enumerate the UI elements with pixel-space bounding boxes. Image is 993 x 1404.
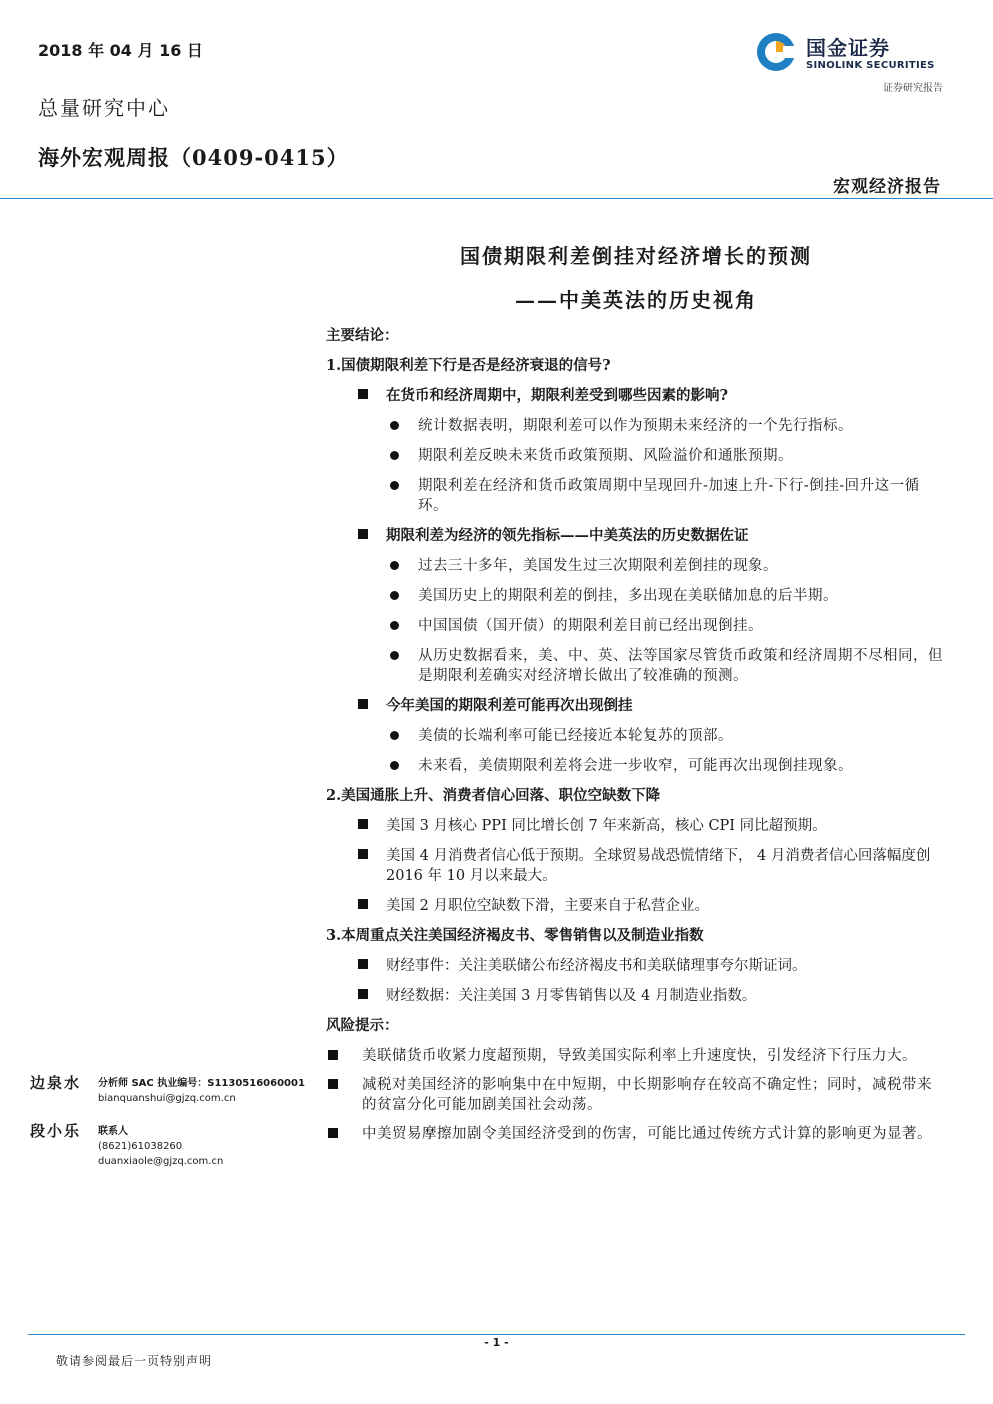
square-bullet-icon [358,529,368,539]
list-item [326,696,946,716]
dot-bullet-icon [390,561,399,570]
dot-bullet-icon [390,731,399,740]
item-text: 美国 4 月消费者信心低于预期。全球贸易战恐慌情绪下， 4 月消费者信心回落幅度创 2016 年 10 月以来最大。 [386,848,931,884]
section-3-heading: 3.本周重点关注美国经济褐皮书、零售销售以及制造业指数 [326,927,704,944]
dot-bullet-icon [390,421,399,430]
weekly-title: 海外宏观周报（0409-0415） [38,145,349,170]
list-item [326,446,946,466]
bullet-text: 美国历史上的期限利差的倒挂，多出现在美联储加息的后半期。 [418,588,838,604]
list-item [326,526,946,546]
risk-text: 减税对美国经济的影响集中在中短期，中长期影响存在较高不确定性；同时，减税带来的贫富分化可能加剧美国社会动荡。 [362,1077,932,1113]
list-item [326,646,946,686]
square-bullet-icon [358,899,368,909]
analyst-2-title: 联系人 [98,1126,128,1137]
square-bullet-icon [328,1128,338,1138]
list-item [326,896,946,916]
risk-item [326,1046,946,1066]
analyst-2-email[interactable]: duanxiaole@gjzq.com.cn [98,1156,224,1167]
item-text: 财经数据：关注美国 3 月零售销售以及 4 月制造业指数。 [386,988,757,1004]
list-item [326,726,946,746]
bullet-text: 期限利差反映未来货币政策预期、风险溢价和通胀预期。 [418,448,793,464]
square-bullet-icon [358,389,368,399]
risk-text: 中美贸易摩擦加剧令美国经济受到的伤害，可能比通过传统方式计算的影响更为显著。 [362,1126,932,1142]
dot-bullet-icon [390,761,399,770]
square-bullet-icon [328,1050,338,1060]
risk-item [326,1075,946,1115]
square-bullet-icon [358,819,368,829]
sub-title: ——中美英法的历史视角 [515,288,757,312]
square-bullet-icon [358,699,368,709]
list-item [326,756,946,776]
dot-bullet-icon [390,651,399,660]
square-bullet-icon [358,849,368,859]
item-text: 美国 3 月核心 PPI 同比增长创 7 年来新高，核心 CPI 同比超预期。 [386,818,827,834]
list-item [326,416,946,436]
bullet-text: 未来看，美债期限利差将会进一步收窄，可能再次出现倒挂现象。 [418,758,853,774]
header-divider [0,198,993,199]
footer-divider [28,1334,965,1335]
conclusions-heading: 主要结论： [326,327,399,344]
page-number: - 1 - [484,1336,509,1349]
analyst-1-name: 边泉水 [30,1074,82,1092]
list-item [326,956,946,976]
dot-bullet-icon [390,591,399,600]
bullet-text: 期限利差在经济和货币政策周期中呈现回升-加速上升-下行-倒挂-回升这一循环。 [418,478,920,514]
bullet-text: 中国国债（国开债）的期限利差目前已经出现倒挂。 [418,618,763,634]
item-text: 美国 2 月职位空缺数下滑，主要来自于私营企业。 [386,898,709,914]
list-item [326,586,946,606]
section-2-heading: 2.美国通胀上升、消费者信心回落、职位空缺数下降 [326,787,661,804]
main-title: 国债期限利差倒挂对经济增长的预测 [460,244,812,268]
analyst-1-info [98,1076,305,1106]
department-name: 总量研究中心 [38,96,170,120]
company-logo [756,32,946,76]
list-item [326,986,946,1006]
report-type: 宏观经济报告 [833,177,941,197]
logo-icon [756,32,796,72]
square-bullet-icon [358,989,368,999]
bullet-text: 美债的长端利率可能已经接近本轮复苏的顶部。 [418,728,733,744]
bullet-text: 过去三十多年，美国发生过三次期限利差倒挂的现象。 [418,558,778,574]
analyst-2-name: 段小乐 [30,1122,82,1140]
logo-subtitle: 证券研究报告 [883,83,943,94]
main-content [326,326,946,1153]
risk-text: 美联储货币收紧力度超预期，导致美国实际利率上升速度快，引发经济下行压力大。 [362,1048,917,1064]
list-item [326,616,946,636]
analyst-1-email[interactable]: bianquanshui@gjzq.com.cn [98,1093,236,1104]
item-text: 财经事件：关注美联储公布经济褐皮书和美联储理事夸尔斯证词。 [386,958,807,974]
section-1-heading: 1.国债期限利差下行是否是经济衰退的信号? [326,357,611,374]
list-item [326,556,946,576]
dot-bullet-icon [390,481,399,490]
dot-bullet-icon [390,451,399,460]
analyst-2-info [98,1124,223,1169]
risk-heading: 风险提示： [326,1017,399,1034]
footer-disclaimer: 敬请参阅最后一页特别声明 [56,1354,213,1368]
list-item [326,816,946,836]
bullet-text: 统计数据表明，期限利差可以作为预期未来经济的一个先行指标。 [418,418,853,434]
logo-cn-text: 国金证券 [806,36,890,60]
subsection-heading: 今年美国的期限利差可能再次出现倒挂 [386,697,633,714]
subsection-heading: 在货币和经济周期中，期限利差受到哪些因素的影响? [386,387,728,404]
risk-item [326,1124,946,1144]
list-item [326,476,946,516]
analyst-2-phone: (8621)61038260 [98,1141,183,1152]
analyst-1-title: 分析师 SAC 执业编号：S1130516060001 [98,1078,305,1089]
dot-bullet-icon [390,621,399,630]
list-item [326,846,946,886]
square-bullet-icon [358,959,368,969]
logo-en-text: SINOLINK SECURITIES [806,60,935,71]
report-date: 2018 年 04 月 16 日 [38,41,203,60]
square-bullet-icon [328,1079,338,1089]
list-item [326,386,946,406]
bullet-text: 从历史数据看来，美、中、英、法等国家尽管货币政策和经济周期不尽相同，但是期限利差确实对经济增长做出了较准确的预测。 [418,648,943,684]
subsection-heading: 期限利差为经济的领先指标——中美英法的历史数据佐证 [386,527,749,544]
